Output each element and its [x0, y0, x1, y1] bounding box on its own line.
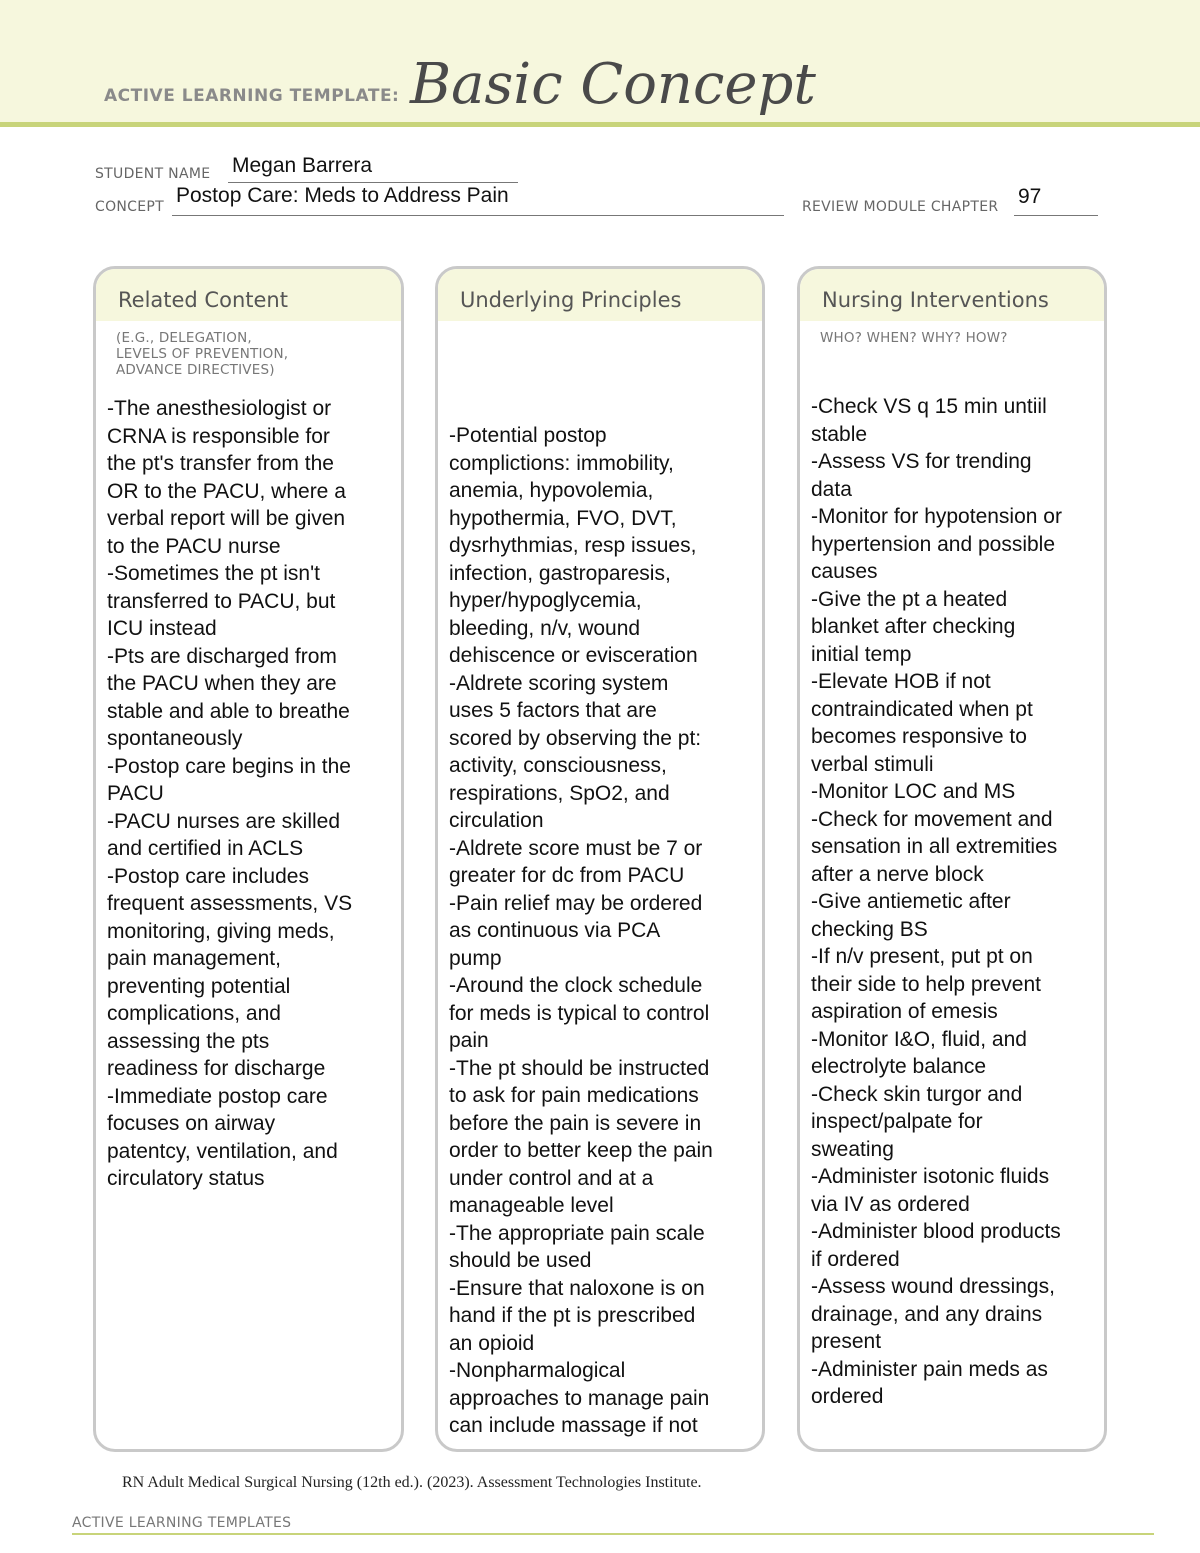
text-line: verbal stimuli	[811, 752, 934, 776]
text-line: PACU	[107, 782, 164, 805]
text-line: -Monitor for hypotension or	[811, 505, 1062, 528]
text-line: present	[811, 1330, 882, 1353]
text-line: -Check skin turgor and	[811, 1082, 1023, 1106]
text-line: approaches to manage pain	[449, 1386, 710, 1410]
text-line: stable	[811, 422, 868, 446]
text-line: -Nonpharmalogical	[449, 1359, 626, 1382]
text-line: inspect/palpate for	[811, 1110, 983, 1133]
text-line: -Check for movement and	[811, 807, 1053, 831]
text-line: circulation	[449, 809, 544, 832]
text-line: initial temp	[811, 642, 912, 666]
subtitle-line: ADVANCE DIRECTIVES)	[116, 362, 275, 378]
text-line: -Give antiemetic after	[811, 890, 1011, 913]
text-line: assessing the pts	[107, 1029, 270, 1053]
text-line: -The anesthesiologist or	[107, 397, 332, 420]
text-line: hand if the pt is prescribed	[449, 1304, 696, 1327]
text-line: -Administer blood products	[811, 1220, 1061, 1243]
text-line: respirations, SpO2, and	[449, 781, 670, 805]
nursing-interventions-box	[797, 266, 1107, 1452]
text-line: the PACU when they are	[107, 672, 337, 695]
text-line: complications, and	[107, 1002, 281, 1025]
student-name-line	[228, 182, 518, 183]
text-line: scored by observing the pt:	[449, 726, 702, 750]
text-line: sensation in all extremities	[811, 835, 1058, 858]
related-content-text[interactable]	[107, 395, 395, 1193]
text-line: verbal report will be given	[107, 507, 346, 530]
text-line: -Give the pt a heated	[811, 587, 1008, 611]
related-content-box	[93, 266, 404, 1452]
text-line: -Assess VS for trending	[811, 450, 1032, 473]
concept-line	[172, 215, 784, 216]
text-line: pain	[449, 1029, 489, 1052]
related-content-title: Related Content	[118, 288, 288, 312]
text-line: can include massage if not	[449, 1414, 698, 1437]
student-name-label: STUDENT NAME	[95, 166, 211, 182]
text-line: electrolyte balance	[811, 1055, 987, 1078]
text-line: -Potential postop	[449, 424, 607, 447]
text-line: checking BS	[811, 917, 928, 941]
text-line: and certified in ACLS	[107, 837, 304, 860]
underlying-principles-box	[435, 266, 765, 1452]
concept-label: CONCEPT	[95, 199, 164, 215]
text-line: -Postop care begins in the	[107, 754, 351, 778]
text-line: sweating	[811, 1137, 894, 1161]
text-line: contraindicated when pt	[811, 697, 1033, 721]
text-line: pump	[449, 946, 502, 970]
subtitle-line: LEVELS OF PREVENTION,	[116, 346, 289, 362]
related-content-subtitle	[116, 330, 288, 378]
text-line: under control and at a	[449, 1166, 654, 1190]
text-line: greater for dc from PACU	[449, 864, 685, 887]
text-line: -Assess wound dressings,	[811, 1275, 1055, 1298]
text-line: -Aldrete scoring system	[449, 671, 669, 695]
text-line: to the PACU nurse	[107, 534, 281, 558]
text-line: circulatory status	[107, 1167, 265, 1190]
text-line: infection, gastroparesis,	[449, 561, 671, 585]
text-line: manageable level	[449, 1194, 614, 1217]
text-line: via IV as ordered	[811, 1192, 970, 1216]
text-line: monitoring, giving meds,	[107, 919, 335, 943]
text-line: -PACU nurses are skilled	[107, 809, 341, 833]
text-line: -Postop care includes	[107, 864, 309, 888]
text-line: -Pain relief may be ordered	[449, 891, 703, 915]
underlying-principles-title: Underlying Principles	[460, 288, 682, 312]
footer-rule	[72, 1533, 1154, 1535]
text-line: after a nerve block	[811, 862, 984, 886]
review-module-chapter-value[interactable]: 97	[1018, 185, 1042, 208]
text-line: activity, consciousness,	[449, 754, 667, 777]
text-line: -Administer isotonic fluids	[811, 1165, 1050, 1188]
text-line: CRNA is responsible for	[107, 424, 330, 448]
text-line: hypertension and possible	[811, 532, 1056, 556]
text-line: an opioid	[449, 1331, 535, 1355]
text-line: data	[811, 477, 852, 501]
text-line: for meds is typical to control	[449, 1001, 710, 1025]
text-line: -The appropriate pain scale	[449, 1221, 705, 1245]
text-line: the pt's transfer from the	[107, 452, 334, 475]
text-line: aspiration of emesis	[811, 1000, 998, 1023]
text-line: bleeding, n/v, wound	[449, 616, 641, 640]
review-module-line	[1014, 215, 1098, 216]
template-label: ACTIVE LEARNING TEMPLATE:	[104, 86, 400, 106]
text-line: -Monitor LOC and MS	[811, 780, 1016, 803]
text-line: anemia, hypovolemia,	[449, 479, 654, 502]
text-line: if ordered	[811, 1247, 900, 1271]
text-line: spontaneously	[107, 727, 243, 750]
text-line: -The pt should be instructed	[449, 1056, 710, 1080]
text-line: -Elevate HOB if not	[811, 670, 991, 693]
text-line: hypothermia, FVO, DVT,	[449, 506, 677, 530]
text-line: order to better keep the pain	[449, 1139, 713, 1162]
text-line: before the pain is severe in	[449, 1111, 702, 1135]
citation: RN Adult Medical Surgical Nursing (12th ed.). (2023). Assessment Technologies Institute.	[122, 1474, 702, 1491]
text-line: stable and able to breathe	[107, 699, 350, 723]
text-line: OR to the PACU, where a	[107, 479, 346, 503]
text-line: -Check VS q 15 min untiil	[811, 395, 1047, 418]
text-line: drainage, and any drains	[811, 1302, 1043, 1326]
text-line: readiness for discharge	[107, 1057, 326, 1080]
text-line: -Pts are discharged from	[107, 644, 337, 668]
text-line: -Ensure that naloxone is on	[449, 1276, 705, 1300]
text-line: complictions: immobility,	[449, 451, 674, 475]
text-line: -Administer pain meds as	[811, 1357, 1048, 1381]
text-line: to ask for pain medications	[449, 1084, 699, 1107]
subtitle-line: WHO? WHEN? WHY? HOW?	[820, 330, 1008, 346]
review-module-label: REVIEW MODULE CHAPTER	[802, 199, 999, 215]
text-line: pain management,	[107, 947, 281, 970]
concept-value[interactable]: Postop Care: Meds to Address Pain	[176, 184, 509, 207]
footer-label: ACTIVE LEARNING TEMPLATES	[72, 1515, 292, 1531]
text-line: causes	[811, 560, 878, 583]
subtitle-line: (E.G., DELEGATION,	[116, 330, 252, 346]
text-line: -Around the clock schedule	[449, 974, 703, 997]
nursing-interventions-subtitle	[820, 330, 1008, 346]
text-line: -Monitor I&O, fluid, and	[811, 1027, 1027, 1051]
text-line: -Sometimes the pt isn't	[107, 562, 320, 585]
text-line: ordered	[811, 1385, 884, 1408]
text-line: transferred to PACU, but	[107, 589, 336, 613]
text-line: frequent assessments, VS	[107, 892, 353, 915]
text-line: blanket after checking	[811, 615, 1016, 638]
text-line: -Aldrete score must be 7 or	[449, 836, 703, 860]
student-name-value[interactable]: Megan Barrera	[232, 154, 373, 177]
text-line: should be used	[449, 1249, 592, 1272]
text-line: their side to help prevent	[811, 972, 1041, 996]
text-line: -If n/v present, put pt on	[811, 945, 1033, 968]
underlying-principles-text[interactable]	[449, 422, 756, 1440]
template-title: Basic Concept	[410, 52, 816, 117]
text-line: uses 5 factors that are	[449, 699, 657, 722]
text-line: focuses on airway	[107, 1112, 276, 1135]
text-line: becomes responsive to	[811, 725, 1027, 748]
text-line: dehiscence or evisceration	[449, 644, 698, 667]
text-line: dysrhythmias, resp issues,	[449, 534, 697, 557]
nursing-interventions-title: Nursing Interventions	[822, 288, 1049, 312]
header-rule	[0, 122, 1200, 127]
text-line: ICU instead	[107, 617, 217, 640]
nursing-interventions-text[interactable]	[811, 393, 1098, 1411]
text-line: hyper/hypoglycemia,	[449, 589, 642, 612]
text-line: patentcy, ventilation, and	[107, 1139, 338, 1163]
text-line: as continuous via PCA	[449, 919, 661, 942]
text-line: -Immediate postop care	[107, 1084, 328, 1108]
text-line: preventing potential	[107, 974, 291, 998]
